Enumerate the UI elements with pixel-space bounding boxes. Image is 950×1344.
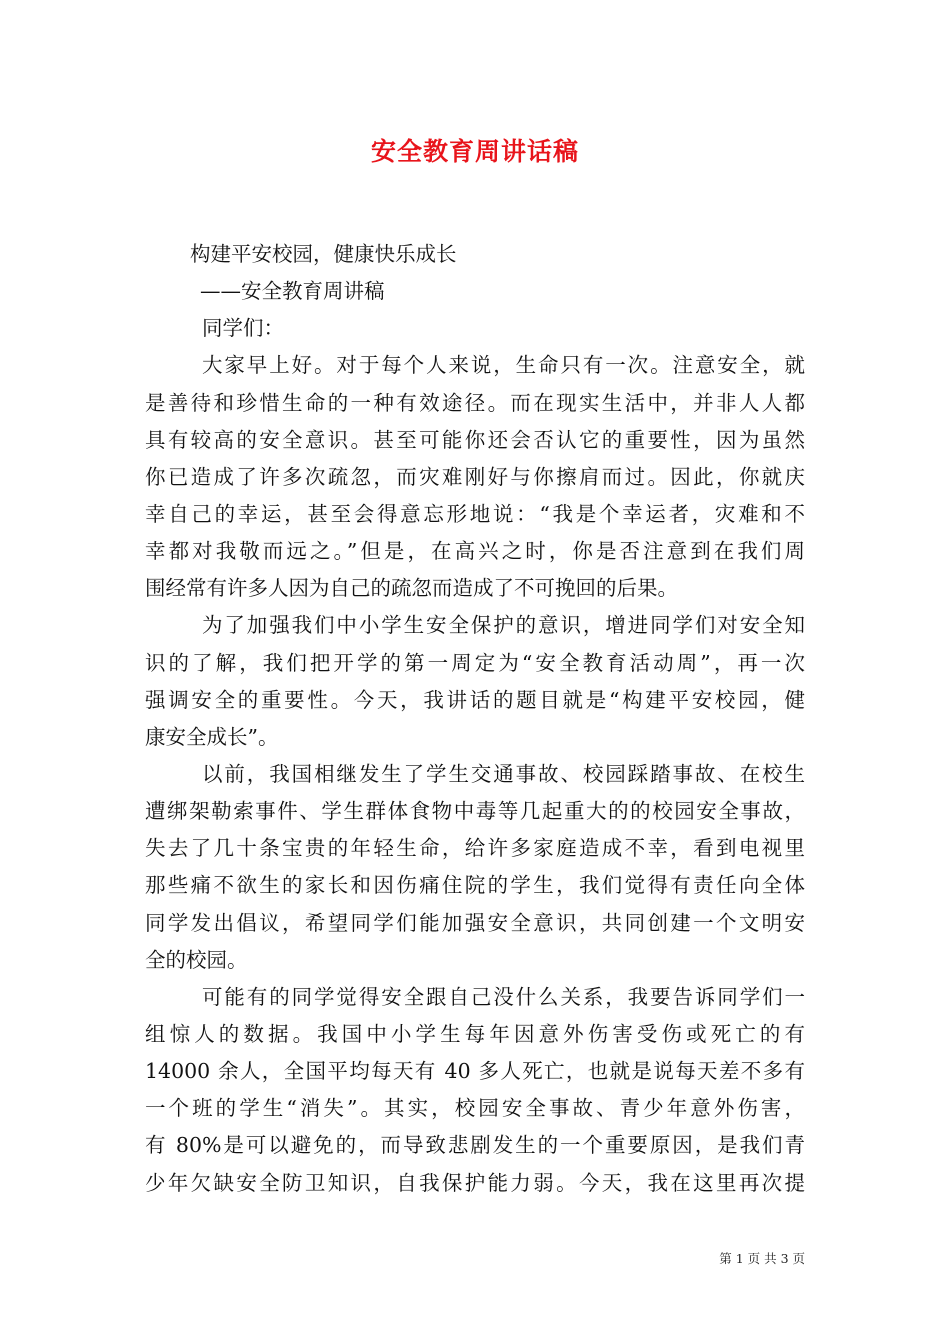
heading: 构建平安校园，健康快乐成长 xyxy=(190,242,457,266)
text-line: 具有较高的安全意识。甚至可能你还会否认它的重要性，因为虽然 xyxy=(145,427,805,452)
text-line: 是善待和珍惜生命的一种有效途径。而在现实生活中，并非人人都 xyxy=(145,390,805,415)
text-line: 那些痛不欲生的家长和因伤痛住院的学生，我们觉得有责任向全体 xyxy=(145,873,805,898)
text-line: 同学发出倡议，希望同学们能加强安全意识，共同创建一个文明安 xyxy=(145,910,805,935)
text-line: 大家早上好。对于每个人来说，生命只有一次。注意安全，就 xyxy=(202,353,805,378)
text-line: 失去了几十条宝贵的年轻生命，给许多家庭造成不幸，看到电视里 xyxy=(145,836,805,861)
text-line: 你已造成了许多次疏忽，而灾难刚好与你擦肩而过。因此，你就庆 xyxy=(145,464,805,489)
text-line: 康安全成长”。 xyxy=(145,724,279,749)
text-line: 幸都对我敬而远之。”但是，在高兴之时，你是否注意到在我们周 xyxy=(145,539,805,564)
text-line: 识的了解，我们把开学的第一周定为“安全教育活动周”，再一次 xyxy=(145,650,805,675)
text-line: 少年欠缺安全防卫知识，自我保护能力弱。今天，我在这里再次提 xyxy=(145,1170,805,1195)
document-body xyxy=(145,236,805,1202)
text-line: 一个班的学生“消失”。其实，校园安全事故、青少年意外伤害， xyxy=(145,1096,805,1121)
text-line: 围经常有许多人因为自己的疏忽而造成了不可挽回的后果。 xyxy=(145,576,678,601)
document-title: 安全教育周讲话稿 xyxy=(370,137,579,166)
text-line: 遭绑架勒索事件、学生群体食物中毒等几起重大的的校园安全事故， xyxy=(145,799,805,824)
text-line: 强调安全的重要性。今天，我讲话的题目就是“构建平安校园，健 xyxy=(145,687,805,712)
text-line: 14000 余人，全国平均每天有 40 多人死亡，也就是说每天差不多有 xyxy=(145,1059,805,1084)
paragraph-3 xyxy=(145,756,805,979)
text-line: 全的校园。 xyxy=(145,947,248,972)
paragraph-1 xyxy=(145,347,805,607)
text-line: 组惊人的数据。我国中小学生每年因意外伤害受伤或死亡的有 xyxy=(145,1021,805,1046)
paragraph-2 xyxy=(145,607,805,756)
salutation: 同学们： xyxy=(202,316,284,341)
text-line: 为了加强我们中小学生安全保护的意识，增进同学们对安全知 xyxy=(202,613,805,638)
text-line: 有 80%是可以避免的，而导致悲剧发生的一个重要原因，是我们青 xyxy=(145,1133,805,1158)
subheading: ——安全教育周讲稿 xyxy=(200,279,385,304)
text-line: 以前，我国相继发生了学生交通事故、校园踩踏事故、在校生 xyxy=(202,761,805,786)
text-line: 幸自己的幸运，甚至会得意忘形地说：“我是个幸运者，灾难和不 xyxy=(145,501,805,526)
page-number: 第 1 页 共 3 页 xyxy=(719,1251,805,1266)
text-line: 可能有的同学觉得安全跟自己没什么关系，我要告诉同学们一 xyxy=(202,984,805,1009)
paragraph-4 xyxy=(145,979,805,1202)
